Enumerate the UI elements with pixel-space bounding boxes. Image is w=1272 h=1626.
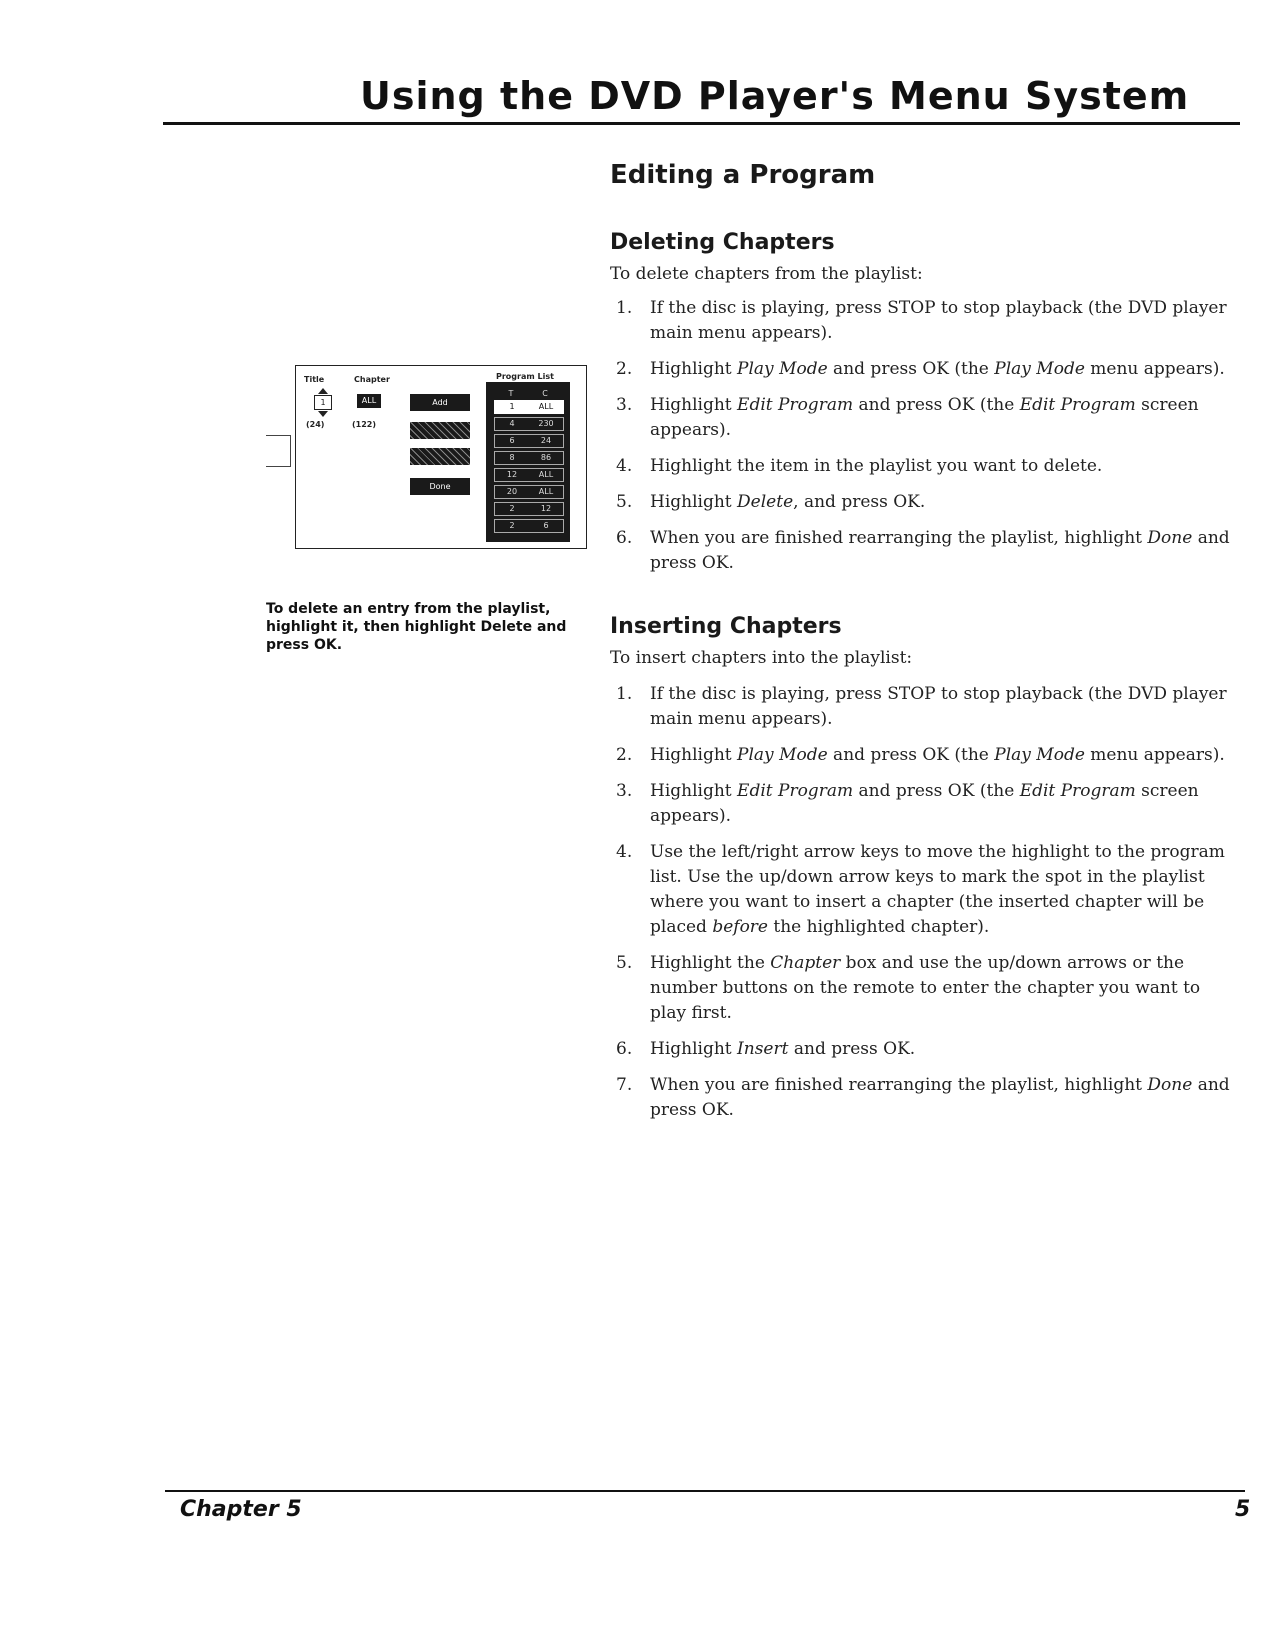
figure-caption: To delete an entry from the playlist, highlight it, then highlight Delete and press OK. [266,601,567,653]
row-chapter: ALL [538,402,554,411]
step-number: 3. [616,395,633,415]
step-number: 2. [616,745,633,765]
step-emphasis: Edit Program [1019,395,1136,415]
deleting-steps-list [610,296,1240,587]
row-chapter: 24 [540,436,552,445]
program-list-header [494,388,562,398]
insert-button-dimmed [410,422,470,439]
step-item [610,526,1240,576]
chapter-selector: ALL [357,394,381,408]
step-text: If the disc is playing, press STOP to stop playback (the DVD player main menu appears). [650,684,1227,729]
step-number: 6. [616,528,633,548]
step-text: menu appears). [1084,359,1225,379]
step-number: 3. [616,781,633,801]
list-header-chapter: C [542,389,548,398]
step-text: , and press OK. [793,492,926,512]
step-number: 1. [616,684,633,704]
row-chapter: ALL [538,470,554,479]
step-emphasis: Edit Program [1019,781,1136,801]
row-chapter: ALL [538,487,554,496]
step-text: and press OK (the [853,781,1020,801]
step-emphasis: Play Mode [994,359,1085,379]
done-button: Done [410,478,470,495]
step-emphasis: Play Mode [737,359,828,379]
title-count: (24) [306,420,325,429]
step-item [610,454,1240,479]
step-emphasis: Done [1147,528,1193,548]
program-list-panel [486,382,570,542]
program-list-row [494,468,564,482]
step-number: 5. [616,492,633,512]
step-text: and press OK (the [827,745,995,765]
row-chapter: 12 [540,504,552,513]
chapter-count: (122) [352,420,377,429]
step-text: Highlight [650,1039,738,1059]
row-title: 8 [509,453,515,462]
title-up-arrow-icon [318,388,328,394]
step-text: and press OK. [650,1075,1230,1120]
step-emphasis: Play Mode [737,745,828,765]
step-item [610,1073,1240,1123]
program-list-row [494,400,564,414]
row-title: 4 [509,419,515,428]
program-list-row [494,451,564,465]
inserting-steps-list [610,682,1240,1134]
header-rule [163,122,1240,125]
step-text: Highlight the item in the playlist you want to delete. [650,456,1103,476]
step-item [610,682,1240,732]
step-item [610,951,1240,1026]
step-text: the highlighted chapter). [768,917,990,937]
step-number: 1. [616,298,633,318]
program-list-row [494,434,564,448]
step-text: and press OK (the [853,395,1020,415]
step-item [610,743,1240,768]
title-down-arrow-icon [318,411,328,417]
edit-program-screen-illustration [295,365,587,549]
step-item [610,296,1240,346]
step-text: When you are finished rearranging the playlist, highlight [650,1075,1148,1095]
step-text: When you are finished rearranging the playlist, highlight [650,528,1148,548]
program-list-label: Program List [496,372,554,381]
row-title: 20 [506,487,518,496]
step-number: 4. [616,456,633,476]
row-title: 12 [506,470,518,479]
step-number: 4. [616,842,633,862]
title-label: Title [304,375,325,384]
step-item [610,840,1240,940]
step-text: screen appears). [650,395,1199,440]
step-text: Highlight [650,781,738,801]
page-header-title: Using the DVD Player's Menu System [360,74,1190,118]
step-text: Highlight the [650,953,771,973]
add-button: Add [410,394,470,411]
row-chapter: 230 [538,419,554,428]
step-emphasis: Play Mode [994,745,1085,765]
step-number: 2. [616,359,633,379]
section-title: Editing a Program [610,160,876,190]
step-number: 5. [616,953,633,973]
delete-button-highlighted [410,448,470,465]
row-chapter: 6 [543,521,549,530]
step-emphasis: before [712,917,768,937]
deleting-chapters-heading: Deleting Chapters [610,230,835,255]
row-title: 2 [509,504,515,513]
step-item [610,490,1240,515]
row-title: 6 [509,436,515,445]
program-list-row [494,417,564,431]
list-header-title: T [508,389,514,398]
step-emphasis: Done [1147,1075,1193,1095]
screen-pointer-bracket [266,435,291,467]
step-text: menu appears). [1084,745,1225,765]
step-text: Highlight [650,359,738,379]
step-emphasis: Delete [737,492,794,512]
step-emphasis: Chapter [770,953,841,973]
step-number: 7. [616,1075,633,1095]
step-item [610,393,1240,443]
row-title: 2 [509,521,515,530]
step-emphasis: Edit Program [737,781,854,801]
footer-chapter: Chapter 5 [180,1497,302,1522]
step-text: Use the left/right arrow keys to move the highlight to the program list. Use the up/down arrow keys to mark the spot in the playlist where you want to insert a chapter (the inserted chapter will be placed [650,842,1225,937]
step-emphasis: Insert [737,1039,789,1059]
step-item [610,357,1240,382]
step-item [610,779,1240,829]
step-text: and press OK (the [827,359,995,379]
step-text: and press OK. [788,1039,916,1059]
program-list-row [494,519,564,533]
step-emphasis: Edit Program [737,395,854,415]
step-text: Highlight [650,395,738,415]
program-list-row [494,485,564,499]
step-text: and press OK. [650,528,1230,573]
row-chapter: 86 [540,453,552,462]
step-text: If the disc is playing, press STOP to stop playback (the DVD player main menu appears). [650,298,1227,343]
page-number: 5 [1235,1497,1251,1522]
step-item [610,1037,1240,1062]
program-list-row [494,502,564,516]
inserting-intro: To insert chapters into the playlist: [610,648,913,668]
footer-rule [165,1490,1245,1492]
step-number: 6. [616,1039,633,1059]
step-text: box and use the up/down arrows or the number buttons on the remote to enter the chapter you want to play first. [650,953,1201,1023]
chapter-label: Chapter [354,375,390,384]
step-text: Highlight [650,492,738,512]
title-selector: 1 [314,395,332,410]
row-title: 1 [509,402,515,411]
step-text: Highlight [650,745,738,765]
inserting-chapters-heading: Inserting Chapters [610,614,842,639]
step-text: screen appears). [650,781,1199,826]
deleting-intro: To delete chapters from the playlist: [610,264,923,284]
